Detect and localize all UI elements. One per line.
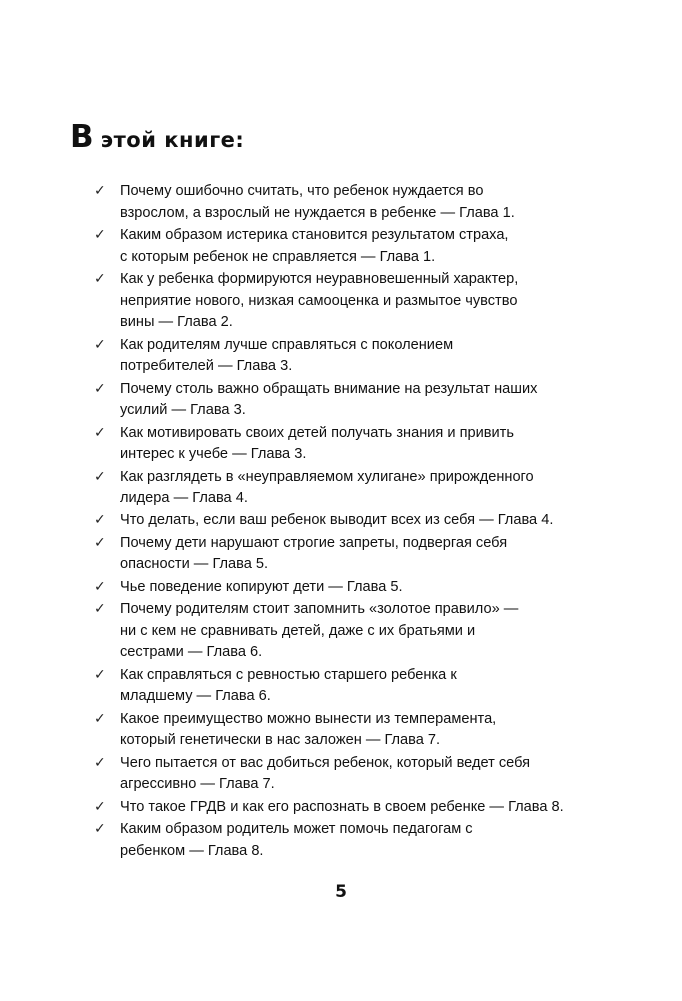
checkmark-icon: ✓ — [94, 798, 106, 815]
list-item-text: Что делать, если ваш ребенок выводит всех из себя — Глава 4. — [120, 512, 554, 529]
list-item — [92, 269, 592, 334]
list-item-text: Что такое ГРДВ и как его распознать в своем ребенке — Глава 8. — [120, 798, 564, 815]
page-title — [70, 119, 245, 155]
title-rest: этой книге: — [100, 128, 245, 152]
checkmark-icon: ✓ — [94, 270, 106, 287]
checkmark-icon: ✓ — [94, 183, 106, 199]
list-item-text: Как справляться с ревностью старшего ребенка к младшему — Глава 6. — [120, 666, 457, 705]
list-item — [92, 510, 592, 532]
list-item-text: Каким образом родитель может помочь педагогам с ребенком — Глава 8. — [120, 821, 473, 859]
list-item — [92, 819, 592, 862]
list-item — [92, 577, 592, 599]
list-item-text: Как у ребенка формируются неуравновешенный характер, неприятие нового, низкая самооценка и размытое чувство вины — Глава 2. — [120, 270, 519, 331]
list-item — [92, 335, 592, 378]
checkmark-icon: ✓ — [94, 468, 106, 485]
checkmark-icon: ✓ — [94, 821, 106, 838]
list-item — [92, 225, 592, 268]
list-item-text: Почему ошибочно считать, что ребенок нуждается во взрослом, а взрослый не нуждается в ребенке — Глава 1. — [120, 183, 515, 221]
page-number: 5 — [335, 882, 347, 902]
list-item-text: Почему столь важно обращать внимание на результат наших усилий — Глава 3. — [120, 380, 538, 419]
list-item-text: Почему родителям стоит запомнить «золотое правило» — ни с кем не сравнивать детей, даже с их братьями и сестрами — Глава 6. — [120, 601, 519, 661]
checkmark-icon: ✓ — [94, 226, 106, 243]
list-item-text: Каким образом истерика становится результатом страха, с которым ребенок не справляется — Глава 1. — [120, 226, 509, 265]
list-item — [92, 753, 592, 796]
list-item — [92, 665, 592, 708]
checkmark-icon: ✓ — [94, 666, 106, 683]
list-item — [92, 599, 592, 664]
list-item — [92, 797, 592, 819]
checkmark-icon: ✓ — [94, 380, 106, 397]
checkmark-icon: ✓ — [94, 424, 106, 441]
checkmark-icon: ✓ — [94, 336, 106, 353]
list-item-text: Как разглядеть в «неуправляемом хулигане» прирожденного лидера — Глава 4. — [120, 468, 534, 507]
checkmark-icon: ✓ — [94, 601, 106, 618]
list-item — [92, 467, 592, 510]
list-item-text: Почему дети нарушают строгие запреты, подвергая себя опасности — Глава 5. — [120, 534, 508, 573]
checkmark-icon: ✓ — [94, 710, 106, 727]
list-item — [92, 379, 592, 422]
checkmark-icon: ✓ — [94, 754, 106, 771]
checkmark-icon: ✓ — [94, 512, 106, 529]
contents-list — [92, 181, 592, 863]
list-item — [92, 709, 592, 752]
list-item — [92, 423, 592, 466]
checkmark-icon: ✓ — [94, 534, 106, 551]
list-item-text: Как мотивировать своих детей получать знания и привить интерес к учебе — Глава 3. — [120, 424, 514, 463]
list-item-text: Как родителям лучше справляться с поколением потребителей — Глава 3. — [120, 336, 454, 375]
list-item — [92, 181, 592, 224]
list-item — [92, 533, 592, 576]
list-item-text: Какое преимущество можно вынести из темперамента, который генетически в нас заложен — Глава 7. — [120, 710, 497, 749]
list-item-text: Чье поведение копируют дети — Глава 5. — [120, 578, 403, 595]
checkmark-icon: ✓ — [94, 578, 106, 595]
list-item-text: Чего пытается от вас добиться ребенок, который ведет себя агрессивно — Глава 7. — [120, 754, 531, 793]
title-initial: В — [70, 119, 94, 155]
